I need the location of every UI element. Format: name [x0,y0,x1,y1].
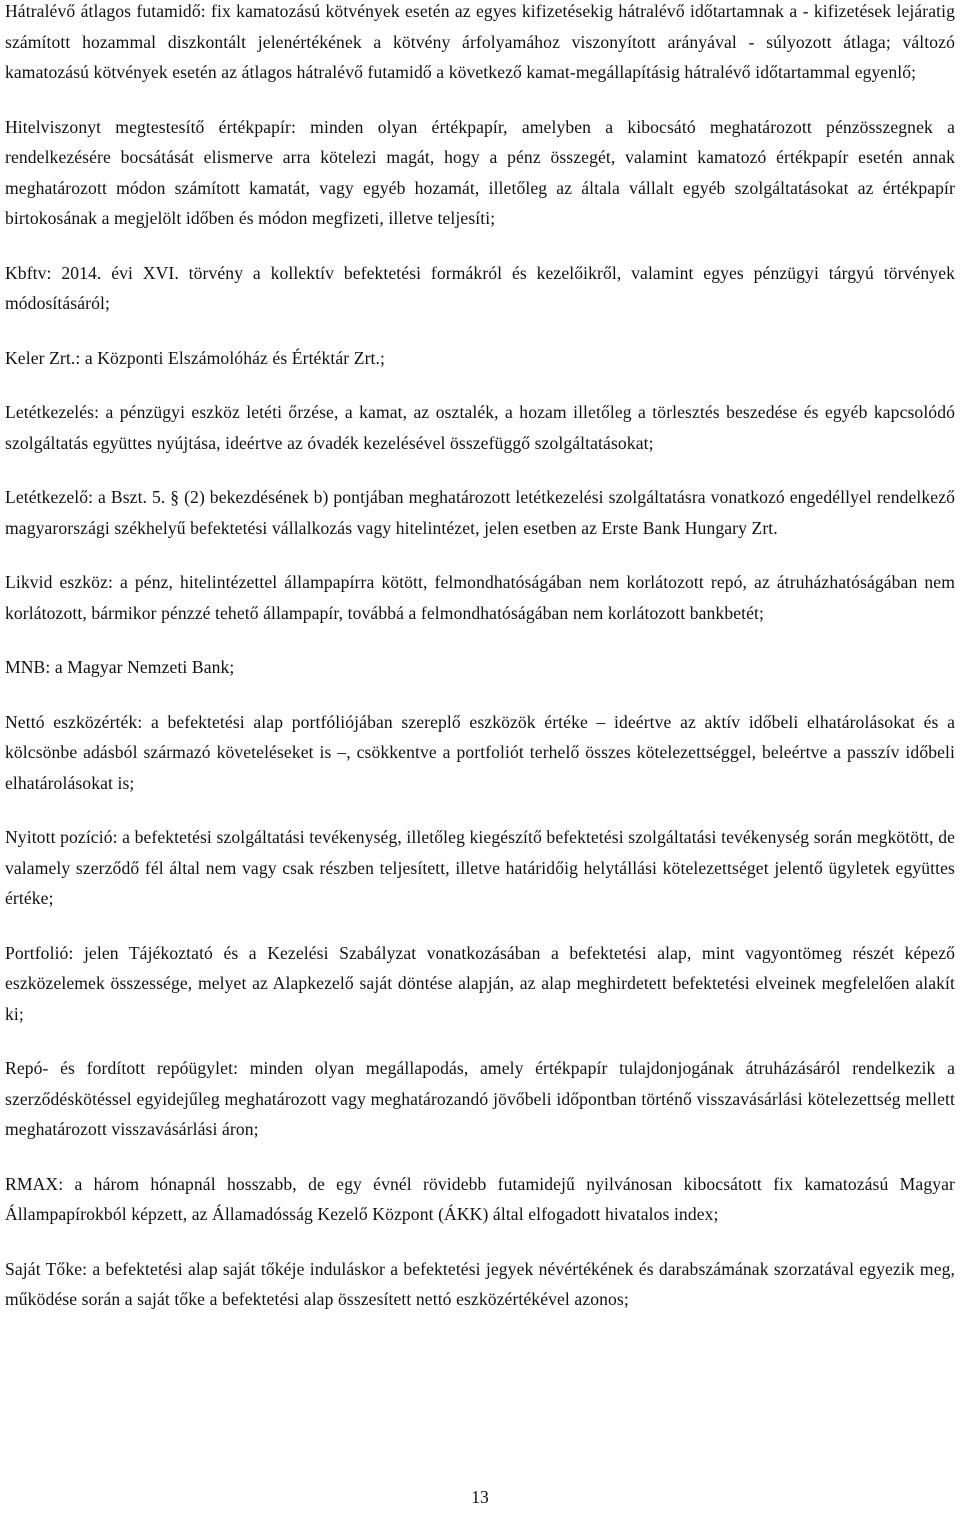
definition-sajat-toke: Saját Tőke: a befektetési alap saját tőkéje induláskor a befektetési jegyek névértékének és darabszámának szorzatával egyezik meg, működése során a saját tőke a befektetési alap összesített nettó eszközértékével azonos; [5,1258,955,1309]
definition-rmax: RMAX: a három hónapnál hosszabb, de egy évnél rövidebb futamidejű nyilvánosan kibocsátott fix kamatozású Magyar Állampapírokból képzett, az Államadósság Kezelő Központ (ÁKK) által elfogadott hivatalos index; [5,1173,955,1224]
definition-mnb: MNB: a Magyar Nemzeti Bank; [5,657,235,677]
definition-likvid-eszkoz: Likvid eszköz: a pénz, hitelintézettel állampapírra kötött, felmondhatóságában nem korlátozott repó, az átruházhatóságában nem korlátozott, bármikor pénzzé tehető állampapír, továbbá a felmondhatóságában nem korlátozott bankbetét; [5,572,955,623]
document-body [5,0,955,1339]
definition-keler-zrt: Keler Zrt.: a Központi Elszámolóház és Értéktár Zrt.; [5,347,385,368]
definition-netto-eszkozertek: Nettó eszközérték: a befektetési alap portfóliójában szereplő eszközök értéke – ideértve az aktív időbeli elhatárolásokat és a kölcsönbe adásból származó követeléseket is –, csökkentve a portfoliót terhelő összes kötelezettséggel, beleértve a passzív időbeli elhatárolásokat is; [5,711,955,793]
definition-repo-es-forditott-repougylet: Repó- és fordított repóügylet: minden olyan megállapodás, amely értékpapír tulajdonjogának átruházásáról rendelkezik a szerződéskötéssel egyidejűleg meghatározott vagy meghatározandó jövőbeli időpontban történő visszavásárlási kötelezettség mellett meghatározott visszavásárlási áron; [5,1058,955,1139]
definition-kbftv: Kbftv: 2014. évi XVI. törvény a kollektív befektetési formákról és kezelőikről, valamint egyes pénzügyi tárgyú törvények módosításáról; [5,262,955,313]
page-number: 13 [471,1487,489,1507]
definition-letetkezelo: Letétkezelő: a Bszt. 5. § (2) bekezdésének b) pontjában meghatározott letétkezelési szolgáltatásra vonatkozó engedéllyel rendelkező magyarországi székhelyű befektetési vállalkozás vagy hitelintézet, jelen esetben az Erste Bank Hungary Zrt. [5,487,955,538]
definition-letetkezeles: Letétkezelés: a pénzügyi eszköz letéti őrzése, a kamat, az osztalék, a hozam illetőleg a törlesztés beszedése és egyéb kapcsolódó szolgáltatás együttes nyújtása, ideértve az óvadék kezelésével összefüggő szolgáltatásokat; [5,402,955,453]
definition-nyitott-pozicio: Nyitott pozíció: a befektetési szolgáltatási tevékenység, illetőleg kiegészítő befektetési szolgáltatási tevékenység során megkötött, de valamely szerződő fél által nem vagy csak részben teljesített, illetve határidőig helytállási kötelezettséget jelentő ügyletek együttes értéke; [5,827,955,908]
definition-hatralevo-atlagos-futamido: Hátralévő átlagos futamidő: fix kamatozású kötvények esetén az egyes kifizetésekig hátralévő időtartamnak a - kifizetések lejáratig számított hozammal diszkontált jelenértékének a kötvény árfolyamához viszonyított arányával - súlyozott átlaga; változó kamatozású kötvények esetén az átlagos hátralévő futamidő a következő kamat-megállapításig hátralévő időtartammal egyenlő; [5,1,955,82]
definition-hitelviszonyt-megtestesito-ertekpapir: Hitelviszonyt megtestesítő értékpapír: minden olyan értékpapír, amelyben a kibocsátó meghatározott pénzösszegnek a rendelkezésére bocsátását elismerve arra kötelezi magát, hogy a pénz összegét, valamint kamatozó értékpapír esetén annak meghatározott módon számított kamatát, vagy egyéb hozamát, illetőleg az általa vállalt egyéb szolgáltatásokat az értékpapír birtokosának a megjelölt időben és módon megfizeti, illetve teljesíti; [5,116,955,228]
definition-portfolio: Portfolió: jelen Tájékoztató és a Kezelési Szabályzat vonatkozásában a befektetési alap, mint vagyontömeg részét képező eszközelemek összessége, melyet az Alapkezelő saját döntése alapján, az alap meghirdetett befektetési elveinek megfelelően alakít ki; [5,942,955,1024]
